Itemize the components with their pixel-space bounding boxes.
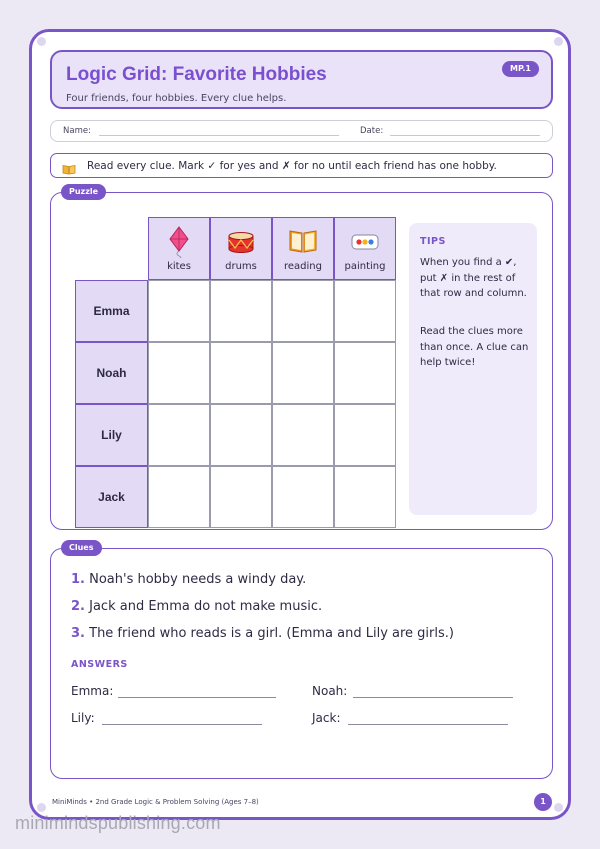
instruction-text: Read every clue. Mark ✓ for yes and ✗ for no until each friend has one hobby. [87, 160, 497, 172]
answer-label-lily: Lily: [71, 711, 95, 725]
answer-field-jack[interactable] [348, 724, 508, 725]
puzzle-panel [50, 187, 553, 530]
worksheet-page [29, 29, 571, 820]
answer-field-lily[interactable] [102, 724, 262, 725]
row-header-noah [75, 342, 148, 404]
grid-cell[interactable] [334, 404, 396, 466]
column-label: kites [167, 261, 191, 272]
clue-number: 1. [71, 572, 85, 587]
date-label: Date: [360, 126, 384, 136]
clue-item [71, 626, 454, 641]
grid-cell[interactable] [272, 466, 334, 528]
clues-panel [50, 543, 553, 779]
grid-cell[interactable] [334, 280, 396, 342]
puzzle-tab-label: Puzzle [61, 184, 106, 200]
row-label: Jack [98, 490, 125, 504]
name-date-bar [50, 120, 553, 142]
corner-dot [554, 37, 563, 46]
answers-title: ANSWERS [71, 659, 128, 670]
grid-cell[interactable] [210, 342, 272, 404]
row-header-jack [75, 466, 148, 528]
open-book-icon [62, 160, 76, 179]
column-label: drums [225, 261, 257, 272]
paint-palette-icon [351, 234, 379, 254]
column-header-kites [148, 217, 210, 280]
clue-text: Jack and Emma do not make music. [89, 599, 323, 614]
tips-title: TIPS [420, 236, 446, 247]
drum-icon [227, 231, 255, 257]
page-title: Logic Grid: Favorite Hobbies [66, 64, 327, 85]
column-header-drums [210, 217, 272, 280]
tip-text: When you find a ✔, put ✗ in the rest of that row and column. [420, 257, 527, 299]
grid-cell[interactable] [272, 404, 334, 466]
corner-dot [37, 803, 46, 812]
watermark: minimindspublishing.com [15, 813, 221, 833]
clue-item [71, 599, 322, 614]
standard-badge: MP.1 [502, 61, 539, 77]
page-subtitle: Four friends, four hobbies. Every clue helps. [66, 93, 287, 104]
grid-cell[interactable] [148, 280, 210, 342]
clue-number: 3. [71, 626, 85, 641]
grid-cell[interactable] [272, 280, 334, 342]
grid-cell[interactable] [272, 342, 334, 404]
column-label: painting [344, 261, 386, 272]
row-header-lily [75, 404, 148, 466]
column-header-painting [334, 217, 396, 280]
page-number: 1 [534, 793, 552, 811]
column-header-reading [272, 217, 334, 280]
grid-cell[interactable] [148, 466, 210, 528]
clue-item [71, 572, 306, 587]
answer-label-noah: Noah: [312, 684, 348, 698]
clue-text: Noah's hobby needs a windy day. [89, 572, 307, 587]
row-label: Emma [93, 304, 130, 318]
answer-label-jack: Jack: [312, 711, 341, 725]
grid-cell[interactable] [148, 404, 210, 466]
answer-label-emma: Emma: [71, 684, 114, 698]
instruction-bar [50, 153, 553, 178]
row-label: Lily [101, 428, 122, 442]
answer-field-emma[interactable] [118, 697, 276, 698]
grid-cell[interactable] [334, 466, 396, 528]
name-label: Name: [63, 126, 91, 136]
grid-cell[interactable] [210, 466, 272, 528]
corner-dot [37, 37, 46, 46]
clue-number: 2. [71, 599, 85, 614]
title-banner [50, 50, 553, 109]
column-label: reading [284, 261, 322, 272]
row-header-emma [75, 280, 148, 342]
grid-cell[interactable] [210, 404, 272, 466]
kite-icon [168, 226, 190, 262]
grid-cell[interactable] [334, 342, 396, 404]
tip-text: Read the clues more than once. A clue can help twice! [420, 326, 529, 368]
book-icon [288, 228, 318, 258]
tips-box [409, 223, 537, 515]
footer-text: MiniMinds • 2nd Grade Logic & Problem Solving (Ages 7–8) [52, 798, 259, 806]
grid-cell[interactable] [210, 280, 272, 342]
row-label: Noah [96, 366, 127, 380]
name-field[interactable] [99, 135, 339, 136]
answer-field-noah[interactable] [353, 697, 513, 698]
clue-text: The friend who reads is a girl. (Emma and Lily are girls.) [89, 626, 454, 641]
grid-cell[interactable] [148, 342, 210, 404]
clues-tab-label: Clues [61, 540, 102, 556]
corner-dot [554, 803, 563, 812]
date-field[interactable] [390, 135, 540, 136]
